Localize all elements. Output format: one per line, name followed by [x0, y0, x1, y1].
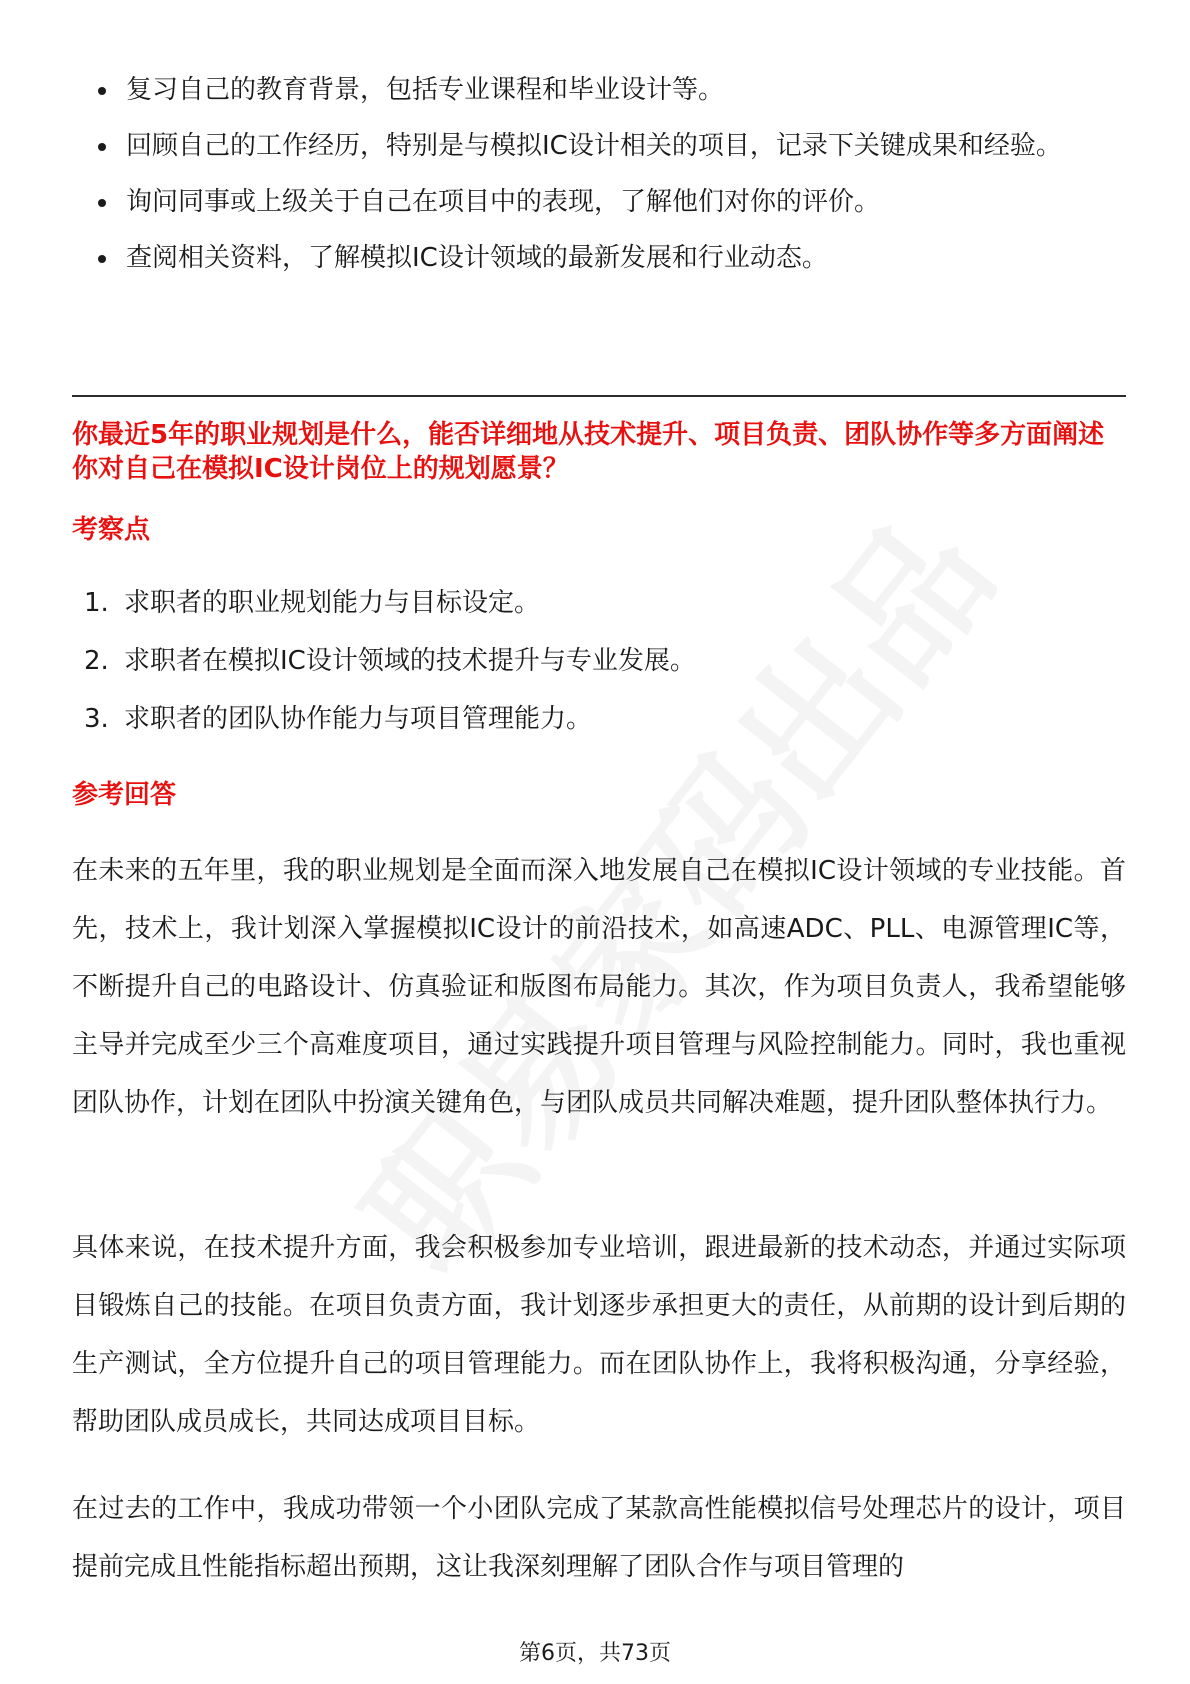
- points-heading: 考察点: [72, 515, 151, 545]
- answer-paragraph: 在未来的五年里，我的职业规划是全面而深入地发展自己在模拟IC设计领域的专业技能。首先，技术上，我计划深入掌握模拟IC设计的前沿技术，如高速ADC、PLL、电源管理IC等，不断提升自己的电路设计、仿真验证和版图布局能力。其次，作为项目负责人，我希望能够主导并完成至少三个高难度项目，通过实践提升项目管理与风险控制能力。同时，我也重视团队协作，计划在团队中扮演关键角色，与团队成员共同解决难题，提升团队整体执行力。: [72, 856, 1126, 1118]
- bullet-item: 询问同事或上级关于自己在项目中的表现，了解他们对你的评价。: [96, 174, 1106, 230]
- point-text: 求职者的团队协作能力与项目管理能力。: [124, 704, 593, 734]
- points-list: [84, 574, 1104, 748]
- interview-question: 你最近5年的职业规划是什么，能否详细地从技术提升、项目负责、团队协作等多方面阐述你对自己在模拟IC设计岗位上的规划愿景？: [72, 420, 1105, 484]
- page-number: 第6页，共73页: [519, 1641, 671, 1666]
- answer-heading: 参考回答: [72, 780, 177, 810]
- point-text: 求职者的职业规划能力与目标设定。: [124, 588, 541, 618]
- point-number: 2.: [84, 646, 109, 676]
- point-item: [84, 690, 1104, 748]
- bullet-item: 回顾自己的工作经历，特别是与模拟IC设计相关的项目，记录下关键成果和经验。: [96, 118, 1106, 174]
- point-number: 3.: [84, 704, 109, 734]
- point-item: [84, 574, 1104, 632]
- bullet-item: 查阅相关资料，了解模拟IC设计领域的最新发展和行业动态。: [96, 230, 1106, 286]
- point-number: 1.: [84, 588, 109, 618]
- point-item: [84, 632, 1104, 690]
- answer-paragraph: 具体来说，在技术提升方面，我会积极参加专业培训，跟进最新的技术动态，并通过实际项目锻炼自己的技能。在项目负责方面，我计划逐步承担更大的责任，从前期的设计到后期的生产测试，全方位提升自己的项目管理能力。而在团队协作上，我将积极沟通，分享经验，帮助团队成员成长，共同达成项目目标。: [72, 1233, 1126, 1437]
- bullet-list: [96, 62, 1106, 286]
- bullet-item: 复习自己的教育背景，包括专业课程和毕业设计等。: [96, 62, 1106, 118]
- answer-paragraph: 在过去的工作中，我成功带领一个小团队完成了某款高性能模拟信号处理芯片的设计，项目提前完成且性能指标超出预期，这让我深刻理解了团队合作与项目管理的: [72, 1494, 1126, 1582]
- section-divider: [72, 395, 1126, 397]
- point-text: 求职者在模拟IC设计领域的技术提升与专业发展。: [124, 646, 696, 676]
